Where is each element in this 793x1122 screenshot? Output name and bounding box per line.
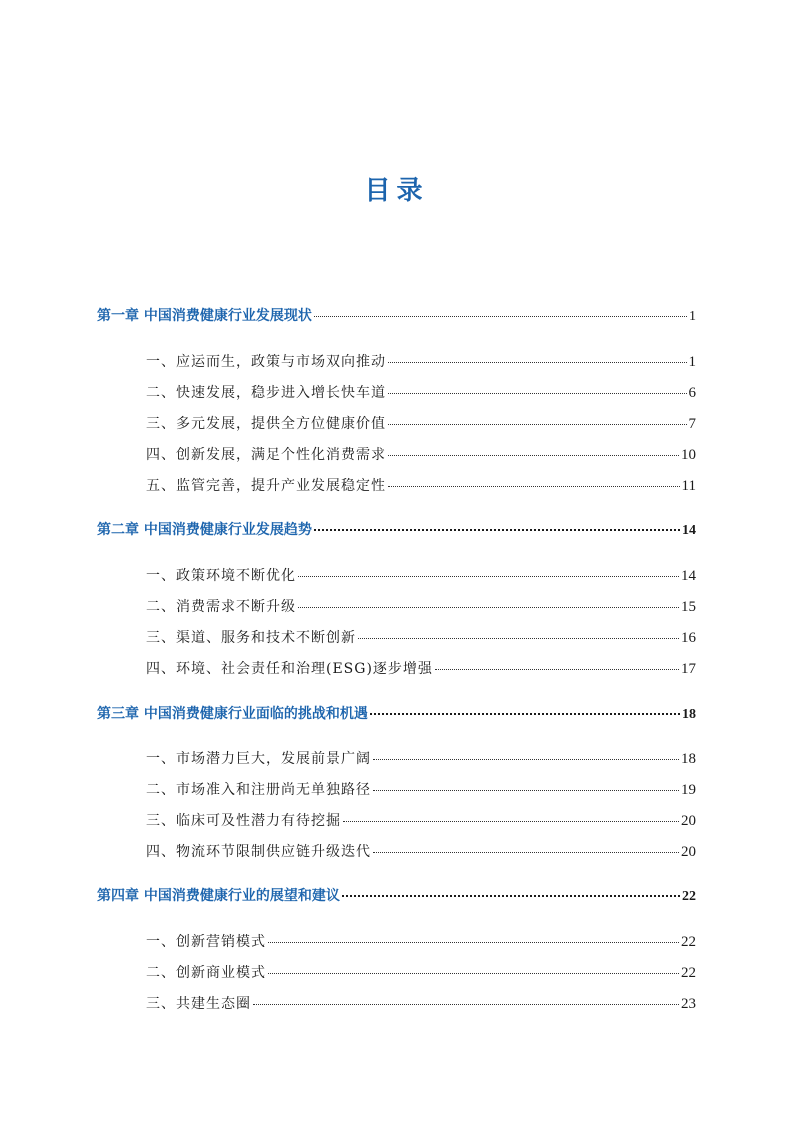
page-number: 15 (681, 599, 696, 615)
section-title: 一、应运而生，政策与市场双向推动 (146, 354, 386, 370)
page-number: 19 (681, 782, 696, 798)
section-title: 三、共建生态圈 (146, 996, 251, 1012)
dot-leader (343, 821, 679, 822)
section-title: 二、创新商业模式 (146, 965, 266, 981)
dot-leader (298, 607, 679, 608)
dot-leader (373, 790, 679, 791)
page-number: 6 (688, 385, 696, 401)
toc-section[interactable] (146, 841, 696, 861)
dot-leader (435, 669, 679, 670)
dot-leader (388, 486, 680, 487)
toc-section[interactable] (146, 748, 696, 768)
dot-leader (298, 576, 679, 577)
section-title: 二、市场准入和注册尚无单独路径 (146, 782, 371, 798)
page-number: 14 (682, 523, 696, 538)
toc-section[interactable] (146, 627, 696, 647)
page-number: 7 (688, 416, 696, 432)
toc-section[interactable] (146, 962, 696, 982)
dot-leader (370, 713, 680, 715)
toc-section[interactable] (146, 931, 696, 951)
page-number: 17 (681, 661, 696, 677)
toc-section[interactable] (146, 810, 696, 830)
toc-section[interactable] (146, 658, 696, 678)
dot-leader (358, 638, 679, 639)
page-title: 目录 (364, 176, 429, 206)
page-number: 16 (681, 630, 696, 646)
dot-leader (388, 455, 679, 456)
section-title: 四、物流环节限制供应链升级迭代 (146, 844, 371, 860)
toc-section[interactable] (146, 993, 696, 1013)
section-title: 三、渠道、服务和技术不断创新 (146, 630, 356, 646)
toc-section[interactable] (146, 565, 696, 585)
toc-section[interactable] (146, 779, 696, 799)
toc-chapter-3[interactable] (97, 703, 696, 723)
toc-chapter-4[interactable] (97, 885, 696, 905)
chapter-title: 第二章 中国消费健康行业发展趋势 (97, 522, 312, 538)
toc-section[interactable] (146, 382, 696, 402)
toc-section[interactable] (146, 351, 696, 371)
chapter-title: 第四章 中国消费健康行业的展望和建议 (97, 888, 340, 904)
toc-section[interactable] (146, 596, 696, 616)
page-number: 22 (681, 934, 696, 950)
section-title: 一、政策环境不断优化 (146, 568, 296, 584)
section-title: 三、多元发展，提供全方位健康价值 (146, 416, 386, 432)
page-number: 20 (681, 844, 696, 860)
page-number: 20 (681, 813, 696, 829)
page-number: 1 (689, 309, 696, 324)
toc-chapter-1[interactable] (97, 305, 696, 325)
dot-leader (388, 393, 687, 394)
toc-section[interactable] (146, 413, 696, 433)
page-number: 14 (681, 568, 696, 584)
toc-section[interactable] (146, 444, 696, 464)
toc-chapter-2[interactable] (97, 519, 696, 539)
section-title: 四、环境、社会责任和治理(ESG)逐步增强 (146, 661, 433, 677)
dot-leader (268, 973, 679, 974)
dot-leader (373, 759, 679, 760)
section-title: 三、临床可及性潜力有待挖掘 (146, 813, 341, 829)
page-number: 11 (681, 478, 696, 494)
chapter-title: 第三章 中国消费健康行业面临的挑战和机遇 (97, 706, 368, 722)
dot-leader (388, 362, 687, 363)
toc-section[interactable] (146, 475, 696, 495)
dot-leader (268, 942, 679, 943)
page-number: 22 (682, 889, 696, 904)
dot-leader (342, 895, 680, 897)
page-number: 23 (681, 996, 696, 1012)
dot-leader (388, 424, 687, 425)
page-number: 10 (681, 447, 696, 463)
section-title: 一、创新营销模式 (146, 934, 266, 950)
section-title: 二、快速发展，稳步进入增长快车道 (146, 385, 386, 401)
page-number: 1 (688, 354, 696, 370)
dot-leader (253, 1004, 679, 1005)
page-number: 22 (681, 965, 696, 981)
section-title: 五、监管完善，提升产业发展稳定性 (146, 478, 386, 494)
chapter-title: 第一章 中国消费健康行业发展现状 (97, 308, 312, 324)
section-title: 二、消费需求不断升级 (146, 599, 296, 615)
page-number: 18 (681, 751, 696, 767)
section-title: 一、市场潜力巨大，发展前景广阔 (146, 751, 371, 767)
dot-leader (373, 852, 679, 853)
dot-leader (314, 529, 680, 531)
page-number: 18 (682, 707, 696, 722)
dot-leader (314, 316, 687, 317)
section-title: 四、创新发展，满足个性化消费需求 (146, 447, 386, 463)
